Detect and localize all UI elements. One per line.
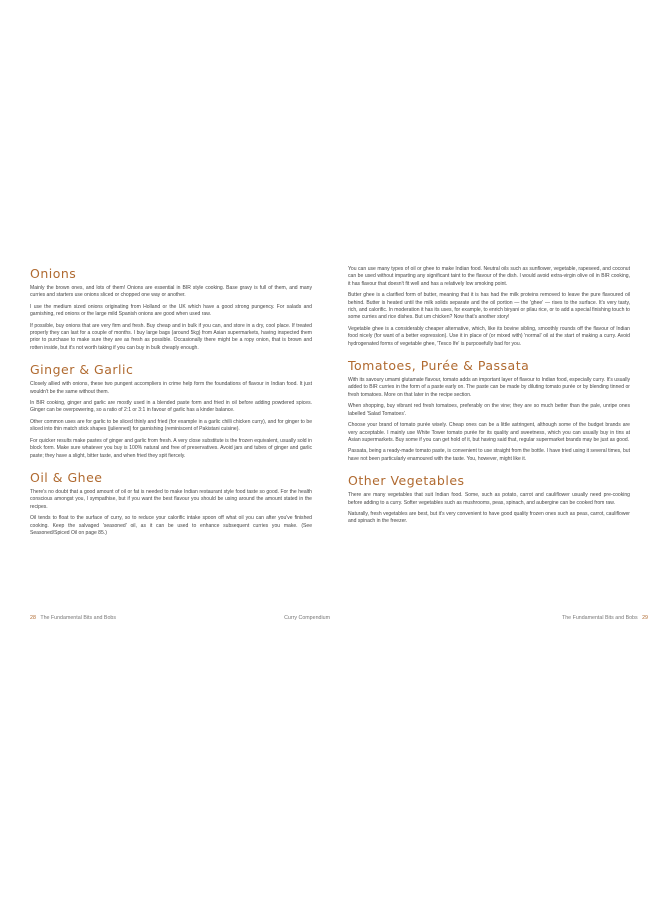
footer-section: The Fundamental Bits and Bobs (40, 615, 117, 621)
right-column (348, 266, 630, 530)
heading-oil-ghee: Oil & Ghee (30, 469, 103, 485)
paragraph: Passata, being a ready-made tomato paste, is convenient to use straight from the bottle. I have tried using it several times, but have not been particularly enamoured with the taste. You, however, might like it. (348, 448, 630, 462)
page-number: 29 (642, 615, 648, 621)
paragraph: Vegetable ghee is a considerably cheaper alternative, which, like its bovine sibling, smoothly rounds off the flavour of Indian food nicely (for want of a better expression). Use it in place of (or mixed with) 'normal' oil at the start of making a curry. Avoid hydrogenated forms of vegetable ghee, 'Tesco Ife' is purposefully bad for you. (348, 325, 630, 347)
paragraph: You can use many types of oil or ghee to make Indian food. Neutral oils such as sunflower, vegetable, rapeseed, and coconut can be used without imparting any significant taint to the flavour of the dish. I would avoid extra-virgin olive oil in BIR cooking, it has flavour that doesn't fit well and has a relatively low smoking point. (348, 266, 630, 287)
paragraph: For quicker results make pastes of ginger and garlic from fresh. A very close substitute is the frozen equivalent, usually sold in block form. Make sure whatever you buy is 100% natural and free of preservatives. Avoid jars and tubes of ginger and garlic paste; they have a slight, bitter taste, and when fried they spit fiercely. (30, 437, 312, 459)
paragraph: In BIR cooking, ginger and garlic are mostly used in a blended paste form and fried in oil before adding powdered spices. Ginger can be overpowering, so a ratio of 2:1 or 3:1 in favour of garlic has a kinder balance. (30, 400, 312, 414)
paragraph: There's no doubt that a good amount of oil or fat is needed to make Indian restaurant style food taste so good. For the health conscious amongst you, I sympathise, but if you want the best flavour you should be using around the amount stated in the recipes. (30, 488, 312, 510)
heading-onions: Onions (30, 266, 77, 281)
footer-section: The Fundamental Bits and Bobs (561, 615, 638, 621)
heading-ginger-garlic: Ginger & Garlic (30, 362, 134, 378)
paragraph: Oil tends to float to the surface of curry, so to reduce your calorific intake spoon off what oil you can after you've finished cooking. Keep the salvaged 'seasoned' oil, as it can be used to enhance subsequent curries you make. (See Seasoned/Spiced Oil on page 85.) (30, 515, 312, 536)
paragraph: There are many vegetables that suit Indian food. Some, such as potato, carrot and cauliflower usually need pre-cooking before adding to a curry. Softer vegetables such as mushrooms, peas, spinach, and aubergine can be cooked from raw. (348, 492, 630, 506)
heading-other-vegetables: Other Vegetables (348, 473, 465, 489)
paragraph: When shopping, buy vibrant red fresh tomatoes, preferably on the vine; they are so much better than the pale, unripe ones labelled 'Salad Tomatoes'. (348, 403, 630, 417)
paragraph: Closely allied with onions, these two pungent accompliers in crime help form the foundations of flavour in Indian food. It just wouldn't be the same without them. (30, 381, 312, 395)
paragraph: I use the medium sized onions originating from Holland or the UK which have a good strong pungency. For salads and garnishing, red onions or the large mild Spanish onions are good when used raw. (30, 303, 312, 318)
right-page (330, 0, 660, 904)
paragraph: Naturally, fresh vegetables are best, but it's very convenient to have good quality frozen ones such as peas, carrot, cauliflower and spinach in the freezer. (348, 510, 630, 525)
paragraph: If possible, buy onions that are very firm and fresh. Buy cheap and in bulk if you can, and store in a dry, cool place. If treated properly they can last for a couple of months. I buy large bags (around 5kg) from Asian supermarkets, having inspected them prior to purchase to make sure they are as fresh as possible. Occasionally there might be a ropy onion, that is brown and rotten inside, but it's not worth taking if you can buy in bulk cheaply enough. (30, 322, 312, 351)
paragraph: With its savoury umami glutamate flavour, tomato adds an important layer of flavour to Indian food, especially curry. It's usually added to BIR curries in the form of a paste early on. The paste can be made by diluting tomato purée or by blending tinned or fresh tomatoes. More on that later in the recipe section. (348, 377, 630, 398)
paragraph: Choose your brand of tomato purée wisely. Cheap ones can be a little astringent, although some of the budget brands are very acceptable. I mainly use White Tower tomato purée for its quality and sweetness, which you can usually buy in tins at Asian supermarkets. Buy some if you can get hold of it, but having said that, regular supermarket brands may be just as good. (348, 422, 630, 443)
paragraph: Mainly the brown ones, and lots of them! Onions are essential in BIR style cooking. Base gravy is full of them, and many curries and starters use onions sliced or chopped one way or another. (30, 285, 312, 299)
paragraph: Butter ghee is a clarified form of butter, meaning that it is has had the milk proteins removed to leave the pure flavoured oil behind. Butter is heated until the milk solids separate and the oil portion — the 'ghee' — rises to the surface. It's very tasty, rich, and calorific. In moderation it has its uses, for example, to enrich biryani or pilau rice, or to add a special finishing touch to some curries and rice dishes. But um chicken? Now that's another story! (348, 292, 630, 321)
paragraph: Other common uses are for garlic to be sliced thinly and fried (for example in a garlic chilli chicken curry), and for ginger to be sliced into thin match stick shapes (julienned) for garnishing (reminiscent of Pakistani cuisine). (30, 418, 312, 433)
footer-book-title: Curry Compendium (284, 615, 330, 621)
page-number: 28 (30, 615, 36, 621)
heading-tomatoes: Tomatoes, Purée & Passata (348, 358, 530, 374)
left-column (30, 266, 312, 541)
